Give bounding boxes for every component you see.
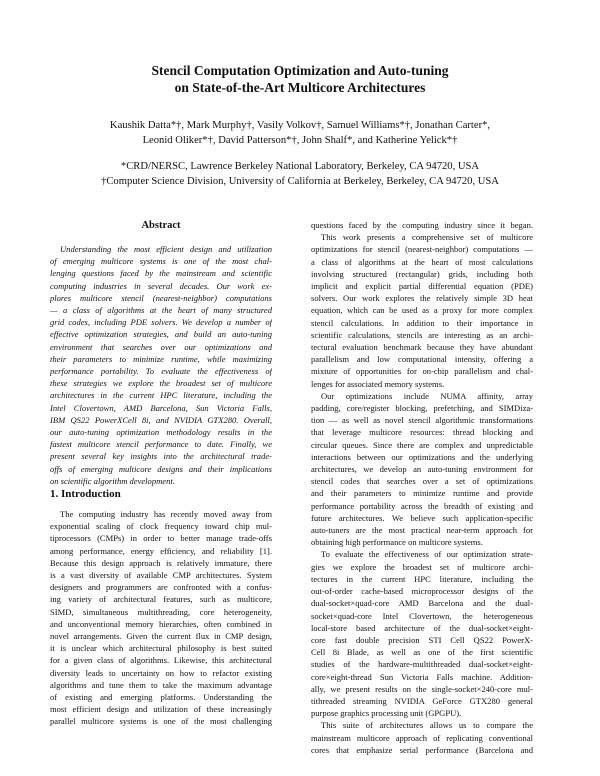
abstract-line: these strategies we explore the broadest set of multicore (50, 378, 272, 389)
section-heading-introduction: 1. Introduction (50, 488, 121, 500)
right-column-body (311, 219, 533, 756)
abstract-line: present several key insights into the architectural trade- (50, 451, 272, 462)
body-line: padding, core/register blocking, prefetching, and SIMDiza- (311, 403, 533, 414)
abstract-line: IBM QS22 PowerXCell 8i, and NVIDIA GTX280. Overall, (50, 414, 272, 425)
body-line: circular queues. Since there are complex and unpredictable (311, 439, 533, 450)
body-line: local-store based architecture of the dual-socket×eight- (311, 622, 533, 633)
intro-line: it is unclear which architectural philosophy is best suited (50, 643, 272, 654)
abstract-line: their parameters to minimize runtime, while maximizing (50, 353, 272, 364)
body-line: mixture of opportunities for on-chip parallelism and chal- (311, 366, 533, 377)
body-line: parallelism and low computational intensity, offering a (311, 354, 533, 365)
abstract-heading: Abstract (141, 220, 181, 231)
abstract-line: performance portability. To evaluate the effectiveness of (50, 366, 272, 377)
introduction-body (50, 508, 272, 728)
abstract-line: grid codes, including PDE solvers. We develop a number of (50, 317, 272, 328)
abstract-line: architectures in the current HPC literature, including the (50, 390, 272, 401)
title-line: on State-of-the-Art Multicore Architectures (174, 80, 426, 95)
body-line: that leverage multicore resources: thread blocking and (311, 427, 533, 438)
body-line: optimizations for stencil (nearest-neighbor) computations — (311, 244, 533, 255)
body-line: mainstream multicore approach of replicating conventional (311, 732, 533, 743)
body-line: socket×quad-core Intel Clovertown, the heterogeneous (311, 610, 533, 621)
author-line: Leonid Oliker*†, David Patterson*†, John Shalf*, and Katherine Yelick*† (142, 135, 458, 146)
body-line: involving structured (rectangular) grids, including both (311, 268, 533, 279)
body-line: solvers. Our work explores the relatively simple 3D heat (311, 293, 533, 304)
affiliation-line: *CRD/NERSC, Lawrence Berkeley National Laboratory, Berkeley, CA 94720, USA (120, 161, 480, 172)
body-line: tectures in the current HPC literature, including the (311, 573, 533, 584)
intro-line: most efficient design and utilization of these increasingly (50, 704, 272, 715)
body-line: auto-tuners are the most practical near-term approach for (311, 525, 533, 536)
body-line: and their parameters to minimize runtime and provide (311, 488, 533, 499)
body-line: out-of-order cache-based microprocessor designs of the (311, 586, 533, 597)
body-line: questions faced by the computing industry since it began. (311, 220, 533, 230)
body-line: This work presents a comprehensive set of multicore (321, 232, 533, 243)
affiliations (0, 159, 600, 189)
body-line: core fast double precision STI Cell QS22 PowerX- (311, 634, 533, 645)
body-line: interactions between our optimizations and the underlying (311, 451, 533, 462)
abstract-line: our auto-tuning optimization methodology results in the (50, 427, 272, 438)
intro-line: algorithms and tune them to take the maximum advantage (50, 679, 272, 690)
affiliation-line: †Computer Science Division, University of California at Berkeley, Berkeley, CA 94720, USA (101, 176, 499, 187)
body-line: obtaining high performance on multicore systems. (311, 537, 483, 548)
author-list (0, 118, 600, 148)
body-line: tion — as well as novel stencil algorithmic transformations (311, 415, 533, 426)
body-line: ally, we present results on the single-socket×240-core mul- (311, 683, 533, 694)
body-line: tithreaded streaming NVIDIA GeForce GTX280 general (311, 695, 533, 706)
intro-line: parallel multicore systems is one of the most challenging (50, 716, 272, 727)
intro-line: among performance, energy efficiency, and reliability [1]. (50, 545, 272, 556)
intro-line: is a vast diversity of available CMP architectures. System (50, 570, 272, 581)
body-line: purpose graphics processing unit (GPGPU). (311, 708, 462, 719)
body-line: cores that emphasize serial performance (Barcelona and (311, 744, 533, 755)
abstract-line: Understanding the most efficient design and utilization (60, 244, 272, 254)
intro-line: ing variety of architectural features, such as multicore, (50, 594, 272, 605)
abstract-line: fastest multicore stencil performance to date. Finally, we (50, 439, 272, 450)
abstract-line: effective optimization strategies, and build an auto-tuning (50, 329, 272, 340)
body-line: implicit and explicit partial differential equation (PDE) (311, 281, 533, 292)
intro-line: diversity leads to uncertainty on how to refactor existing (50, 667, 272, 678)
abstract-line: — a class of algorithms at the heart of many structured (50, 305, 272, 316)
intro-line: and unconventional memory hierarchies, often combined in (50, 618, 272, 629)
abstract-line: lenging questions faced by the mainstream and scientific (50, 268, 272, 279)
abstract-line: Intel Clovertown, AMD Barcelona, Sun Victoria Falls, (50, 402, 272, 413)
body-line: architectures, we develop an auto-tuning environment for (311, 464, 533, 475)
body-line: stencil calculations. In addition to their importance in (311, 317, 533, 328)
body-line: equation, which can be used as a proxy for more complex (311, 305, 533, 316)
intro-line: SIMD, simultaneous multithreading, core heterogeneity, (50, 606, 272, 617)
body-line: stencil codes that searches over a set of optimizations (311, 476, 533, 487)
paper-title (0, 62, 600, 96)
body-line: core×eight-thread Sun Victoria Falls machine. Addition- (311, 671, 533, 682)
abstract-line: computing industries in several decades. Our work ex- (50, 280, 272, 291)
intro-line: tiprocessors (CMPs) in order to better manage trade-offs (50, 533, 272, 544)
abstract-line: offs of emerging multicore designs and their implications (50, 463, 272, 474)
intro-line: of existing and emerging platforms. Understanding the (50, 692, 272, 703)
body-line: studies of the hardware-multithreaded dual-socket×eight- (311, 659, 533, 670)
body-line: scientific calculations, stencils are interesting as an archi- (311, 329, 533, 340)
abstract-line: on scientific algorithm development. (50, 475, 175, 486)
body-line: tectural evaluation benchmark because they have abundant (311, 342, 533, 353)
abstract-line: environment that searches over our optimizations and (50, 341, 272, 352)
title-line: Stencil Computation Optimization and Auto-tuning (151, 63, 449, 78)
intro-line: exponential scaling of clock frequency toward chip mul- (50, 521, 272, 532)
abstract-line: of emerging multicore systems is one of the most chal- (50, 256, 272, 267)
author-line: Kaushik Datta*†, Mark Murphy†, Vasily Volkov†, Samuel Williams*†, Jonathan Carter*, (109, 120, 491, 131)
abstract-line: plores multicore stencil (nearest-neighbor) computations (50, 292, 272, 303)
intro-line: Because this design approach is relatively immature, there (50, 557, 272, 568)
intro-line: designers and programmers are confronted with a confus- (50, 582, 272, 593)
intro-line: novel arrangements. Given the current flux in CMP design, (50, 631, 272, 642)
body-line: dual-socket×quad-core AMD Barcelona and the dual- (311, 598, 533, 609)
intro-line: The computing industry has recently moved away from (60, 509, 272, 519)
body-line: lenges for associated memory systems. (311, 378, 445, 389)
body-line: gies we explore the broadest set of multicore archi- (311, 561, 533, 572)
body-line: Cell 8i Blade, as well as one of the first scientific (311, 647, 533, 658)
body-line: a class of algorithms at the heart of most calculations (311, 256, 533, 267)
abstract-body (50, 243, 272, 487)
body-line: future architectures. We believe such application-specific (311, 512, 533, 523)
intro-line: for a given class of algorithms. Likewise, this architectural (50, 655, 272, 666)
body-line: This suite of architectures allows us to compare the (321, 720, 533, 731)
body-line: Our optimizations include NUMA affinity, array (321, 390, 533, 401)
body-line: performance portability across the breadth of existing and (311, 500, 533, 511)
body-line: To evaluate the effectiveness of our optimization strate- (321, 549, 533, 560)
